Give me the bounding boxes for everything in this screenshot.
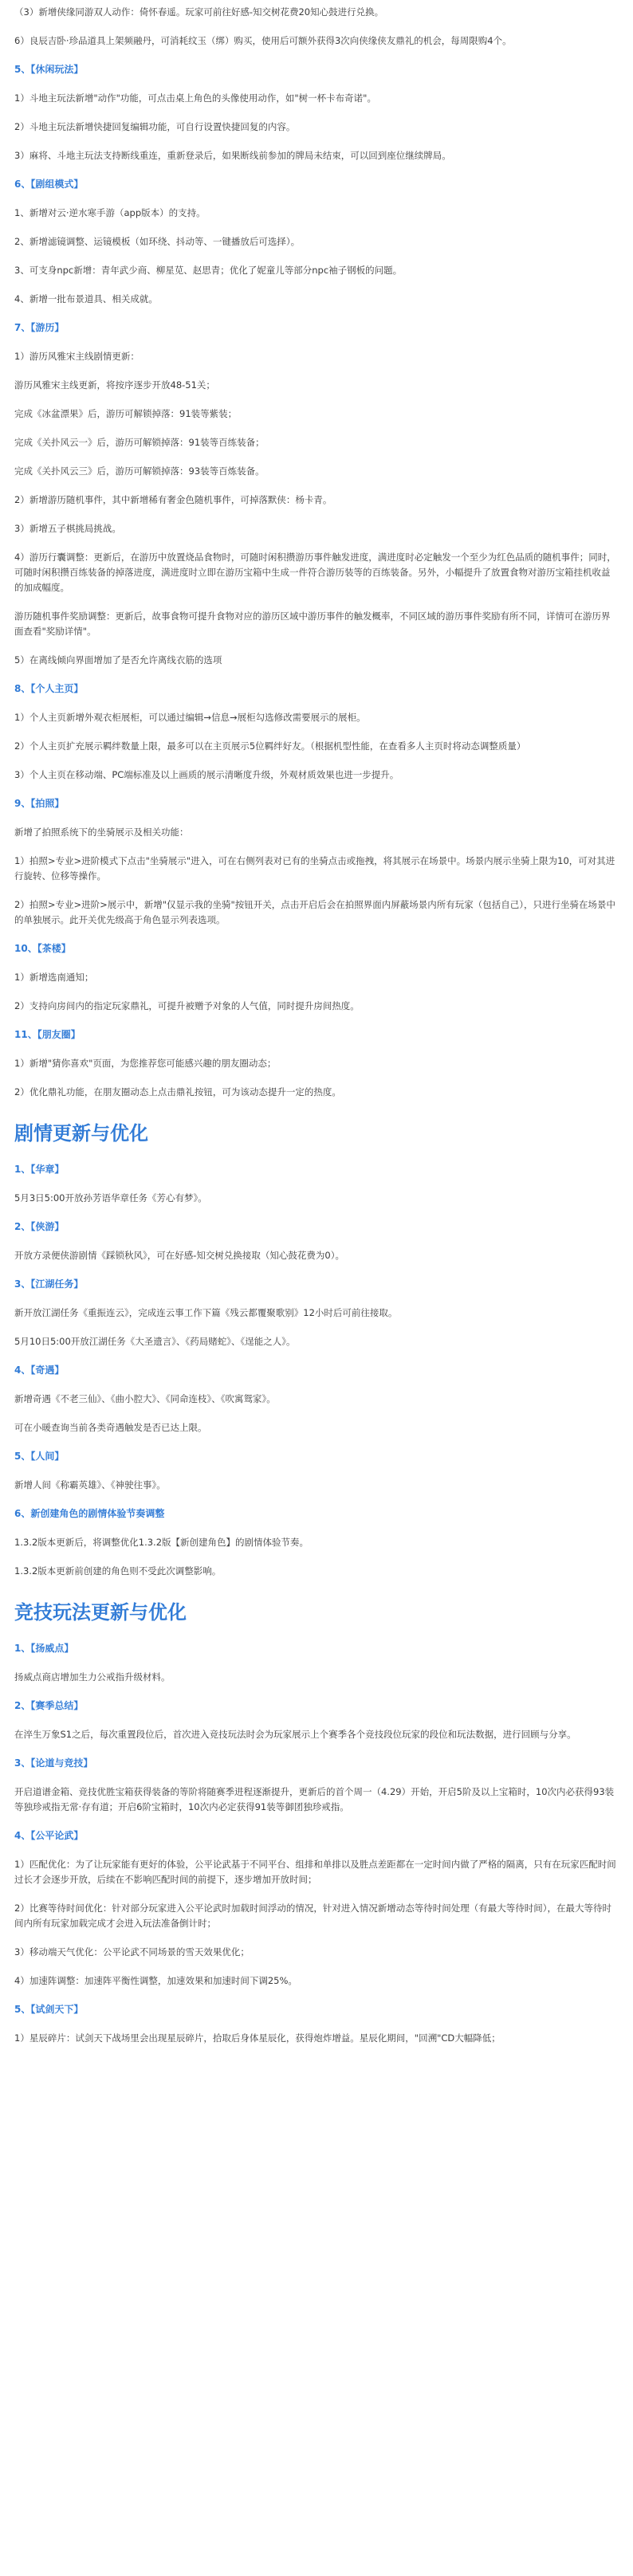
paragraph: 游历风雅宋主线更新，将按序逐步开放48-51关； xyxy=(14,379,215,391)
paragraph: 2）支持向房间内的指定玩家鼎礼，可提升被赠予对象的人气值，同时提升房间热度。 xyxy=(14,1000,360,1011)
paragraph: 1）匹配优化：为了让玩家能有更好的体验，公平论武基于不同平台、组排和单排以及胜点差距都在一定时间内做了严格的隔离，只有在玩家匹配时间过长才会逐步开放，后续在不影响匹配时间的前提下，逐步增加开放时间； xyxy=(14,1859,616,1885)
subsection-heading: 9、【拍照】 xyxy=(14,798,65,809)
paragraph: 3）新增五子棋挑局挑战。 xyxy=(14,523,121,534)
subsection-heading: 5、【人间】 xyxy=(14,1451,65,1462)
paragraph: 新增了拍照系统下的坐骑展示及相关功能： xyxy=(14,827,189,838)
paragraph: 1）星辰碎片：试剑天下战场里会出现星辰碎片，拾取后身体星辰化，获得炮炸增益。星辰化期间，"回溯"CD大幅降低； xyxy=(14,2032,501,2044)
paragraph: 2）比赛等待时间优化：针对部分玩家进入公平论武时加载时间浮动的情况，针对进入情况新增动态等待时间处理（有最大等待时间），在最大等待时间内所有玩家加载完成才会进入玩法准备倒计时； xyxy=(14,1903,612,1929)
paragraph: 4）加速阵调整：加速阵平衡性调整，加速效果和加速时间下调25%。 xyxy=(14,1975,297,1986)
paragraph: 3、可支身npc新增：青年武少商、柳星苋、赵思青；优化了妮童儿等部分npc袖子钢板的问题。 xyxy=(14,265,403,276)
paragraph: 开放方录便侠游剧情《踩锁秋风》，可在好感-知交树兑换接取（知心鼓花费为0）。 xyxy=(14,1250,344,1261)
subsection-heading: 6、新创建角色的剧情体验节奏调整 xyxy=(14,1508,165,1519)
paragraph: 4、新增一批布景道具、相关成就。 xyxy=(14,293,158,304)
paragraph: 1）斗地主玩法新增"动作"功能，可点击桌上角色的头像使用动作，如"树一杯卡布奇诺"。 xyxy=(14,92,376,104)
subsection-heading: 11、【朋友圈】 xyxy=(14,1029,81,1040)
paragraph: 3）麻将、斗地主玩法支持断线重连，重新登录后，如果断线前参加的牌局未结束，可以回到座位继续牌局。 xyxy=(14,150,451,161)
paragraph: 1、新增对云·逆水寒手游（app版本）的支持。 xyxy=(14,207,206,218)
subsection-heading: 4、【公平论武】 xyxy=(14,1830,84,1841)
section-heading: 竞技玩法更新与优化 xyxy=(14,1601,187,1624)
paragraph: 1）新增"猜你喜欢"页面，为您推荐您可能感兴趣的朋友圈动态； xyxy=(14,1058,277,1069)
paragraph: 4）游历行囊调整：更新后，在游历中放置烧品食物时，可随时闲积攒游历事件触发进度，满进度时必定触发一个至少为红色品质的随机事件；同时，可随时闲积攒百练装备的掉落进度，满进度时立即在游历宝箱中生成一件符合游历装等的百练装备。另外，小幅提升了放置食物对游历宝箱挂机收益的加成幅度。 xyxy=(14,552,616,593)
paragraph: 1）拍照>专业>进阶模式下点击"坐骑展示"进入，可在右侧列表对已有的坐骑点击或拖拽，将其展示在场景中。场景内展示坐骑上限为10，可对其进行旋转、位移等操作。 xyxy=(14,855,615,882)
paragraph: 完成《关扑风云一》后，游历可解锁掉落：91装等百练装备； xyxy=(14,437,265,448)
paragraph: 新增人间《称霸英雄》、《神驶往事》。 xyxy=(14,1479,166,1490)
subsection-heading: 3、【论道与竞技】 xyxy=(14,1757,93,1769)
subsection-heading: 10、【茶楼】 xyxy=(14,943,71,954)
paragraph: 开启道谱金箱、竞技优胜宝箱获得装备的等阶将随赛季进程逐渐提升，更新后的首个周一（4.29）开始，开启5阶及以上宝箱时，10次内必获得93装等独珍戒指无常·存有道；开启6阶宝箱时，10次内必定获得91装等御团独珍戒指。 xyxy=(14,1786,615,1812)
subsection-heading: 2、【赛季总结】 xyxy=(14,1700,84,1711)
subsection-heading: 8、【个人主页】 xyxy=(14,683,84,694)
paragraph: 1）新增选南通知； xyxy=(14,972,94,983)
subsection-heading: 4、【奇遇】 xyxy=(14,1365,65,1376)
paragraph: 2、新增滤镜调整、运镜模板（如环绕、抖动等、一键播放后可选择）。 xyxy=(14,236,301,247)
paragraph: 2）个人主页扩充展示羁绊数量上限，最多可以在主页展示5位羁绊好友。（根据机型性能，在查看多人主页时将动态调整质量） xyxy=(14,740,526,752)
subsection-heading: 6、【剧组模式】 xyxy=(14,179,84,190)
paragraph: 2）斗地主玩法新增快捷回复编辑功能，可自行设置快捷回复的内容。 xyxy=(14,121,296,132)
paragraph: 2）拍照>专业>进阶>展示中，新增"仅显示我的坐骑"按钮开关，点击开启后会在拍照界面内屏蔽场景内所有玩家（包括自己），只进行坐骑在场景中的单独展示。此开关优先级高于角色显示列表选项。 xyxy=(14,899,616,925)
paragraph: 扬威点商店增加生力公戒指升级材料。 xyxy=(14,1671,171,1683)
paragraph: 2）优化鼎礼功能，在朋友圈动态上点击鼎礼按钮，可为该动态提升一定的热度。 xyxy=(14,1086,341,1098)
paragraph: 1）游历风雅宋主线剧情更新： xyxy=(14,351,140,362)
paragraph: 完成《冰盆漂果》后，游历可解锁掉落：91装等紫装； xyxy=(14,408,238,419)
paragraph: 2）新增游历随机事件，其中新增稀有奢金色随机事件，可掉落默侠：杨卡青。 xyxy=(14,494,332,505)
paragraph: 5月3日5:00开放孙芳语华章任务《芳心有梦》。 xyxy=(14,1192,207,1204)
paragraph: 1.3.2版本更新后，将调整优化1.3.2版【新创建角色】的剧情体验节奏。 xyxy=(14,1537,309,1548)
paragraph: 3）移动端天气优化：公平论武不同场景的雪天效果优化； xyxy=(14,1946,250,1958)
subsection-heading: 1、【华章】 xyxy=(14,1164,65,1175)
subsection-heading: 7、【游历】 xyxy=(14,322,65,333)
subsection-heading: 2、【侠游】 xyxy=(14,1221,65,1232)
section-heading: 剧情更新与优化 xyxy=(14,1122,148,1145)
paragraph: 5）在离线倾向界面增加了是否允许离线衣筋的选项 xyxy=(14,654,222,666)
paragraph: 1.3.2版本更新前创建的角色则不受此次调整影响。 xyxy=(14,1565,222,1577)
paragraph: 6）良辰吉卧·珍品道具上架频融丹，可消耗纹玉（绑）购买，使用后可额外获得3次向侠缘侠友鼎礼的机会，每周限购4个。 xyxy=(14,35,512,46)
paragraph: （3）新增侠缘同游双人动作：倚怀春遥。玩家可前往好感-知交树花费20知心鼓进行兑换。 xyxy=(14,6,384,18)
paragraph: 在淬生万象S1之后，每次重置段位后，首次进入竞技玩法时会为玩家展示上个赛季各个竞技段位玩家的段位和玩法数据，进行回顾与分享。 xyxy=(14,1729,576,1740)
paragraph: 新增奇遇《不老三仙》、《曲小腔大》、《同命连枝》、《吹寓鸳家》。 xyxy=(14,1393,276,1404)
paragraph: 完成《关扑风云三》后，游历可解锁掉落：93装等百炼装备。 xyxy=(14,465,265,477)
paragraph: 1）个人主页新增外观衣柜展柜，可以通过编辑→信息→展柜勾选修改需要展示的展柜。 xyxy=(14,712,366,723)
subsection-heading: 5、【试剑天下】 xyxy=(14,2004,84,2015)
subsection-heading: 3、【江湖任务】 xyxy=(14,1278,84,1290)
paragraph: 3）个人主页在移动端、PC端标准及以上画质的展示清晰度升级，外观材质效果也进一步提升。 xyxy=(14,769,399,780)
paragraph: 可在小暖查询当前各类奇遇触发是否已达上限。 xyxy=(14,1422,207,1433)
paragraph: 5月10日5:00开放江湖任务《大圣遗言》、《药局赌蛇》、《逞能之人》。 xyxy=(14,1336,296,1347)
subsection-heading: 1、【扬威点】 xyxy=(14,1643,74,1654)
paragraph: 新开放江湖任务《重振连云》，完成连云事工作下篇《残云都覆聚歌别》12小时后可前往接取。 xyxy=(14,1307,398,1318)
subsection-heading: 5、【休闲玩法】 xyxy=(14,64,84,75)
paragraph: 游历随机事件奖励调整：更新后，故事食物可提升食物对应的游历区域中游历事件的触发概率，不同区域的游历事件奖励有所不同，详情可在游历界面查看"奖励详情"。 xyxy=(14,611,611,637)
